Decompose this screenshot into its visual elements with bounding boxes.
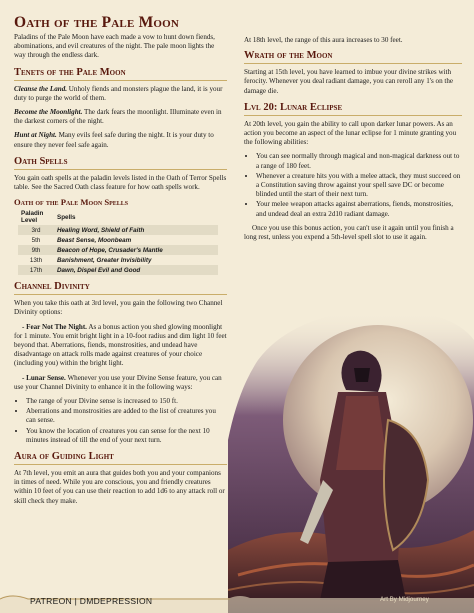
tenet-hunt: [14, 131, 227, 149]
spells-table-title: Oath of the Pale Moon Spells: [14, 197, 129, 208]
eclipse-heading: Lvl 20: Lunar Eclipse: [244, 102, 462, 116]
aura-range-paragraph: At 18th level, the range of this aura increases to 30 feet.: [244, 36, 403, 44]
table-row: [18, 265, 218, 275]
level-cell: 13th: [29, 256, 43, 264]
channel-divinity-heading: Channel Divinity: [14, 281, 227, 295]
right-column: [244, 36, 462, 247]
feature-text: Whenever you use your Divine Sense feature, you can use your Channel Divinity to enhance it in the following ways:: [14, 373, 222, 391]
feature-name: - Fear Not The Night.: [22, 322, 87, 331]
tenet-moonlight: [14, 108, 227, 126]
tenet-text: Unholy fiends and monsters plague the land, it is your duty to purge the world of them.: [14, 84, 223, 102]
list-item: • Your melee weapon attacks against aberrations, fiends, monstrosities, and undead deal an extra 2d10 radiant damage.: [256, 200, 462, 218]
col-header-spells: Spells: [57, 213, 76, 221]
feature-text: As a bonus action you shed glowing moonlight for 1 minute. You emit bright light in a 10-foot radius and dim light 10 feet beyond that. Aberrations, fiends, monstrosities, and undead have disadvantage on attack rolls made against creatures of your choice (including you) within the bright light.: [14, 322, 227, 368]
table-row: [18, 225, 218, 235]
lunar-sense: [14, 374, 227, 392]
level-cell: 3rd: [18, 225, 54, 235]
spells-cell: Banishment, Greater Invisibility: [57, 256, 152, 264]
oath-spells-heading: Oath Spells: [14, 156, 227, 170]
level-cell: 17th: [18, 265, 54, 275]
wrath-paragraph: Starting at 15th level, you have learned to imbue your divine strikes with ferocity. Whenever you deal radiant damage, you can reroll any 1's on the damage die.: [244, 68, 454, 95]
tenet-name: Become the Moonlight.: [14, 108, 83, 117]
intro-paragraph: Paladins of the Pale Moon have each made a vow to hunt down fiends, abominations, and evil creatures of the night. The pale moon lights the way through the endless dark.: [14, 33, 215, 60]
tenets-heading: Tenets of the Pale Moon: [14, 67, 227, 81]
fear-not-the-night: [14, 323, 227, 369]
spells-cell: Beast Sense, Moonbeam: [57, 236, 132, 244]
footer-text: PATREON | DMDEPRESSION: [30, 596, 153, 606]
eclipse-list: [244, 152, 462, 218]
spells-cell: Beacon of Hope, Crusader's Mantle: [54, 245, 218, 255]
table-row: [18, 245, 218, 255]
wrath-heading: Wrath of the Moon: [244, 50, 462, 64]
list-item: • Aberrations and monstrosities are added to the list of creatures you can sense.: [26, 407, 227, 425]
eclipse-outro: Once you use this bonus action, you can't use it again until you finish a long rest, unless you expend a 5th-level spell slot to use it again.: [244, 223, 454, 242]
tenet-text: The dark fears the moonlight. Illuminate even in the darkest corners of the night.: [14, 108, 222, 126]
spells-cell: Healing Word, Shield of Faith: [54, 225, 218, 235]
list-item: • You know the location of creatures you can sense for the next 10 minutes instead of till the end of your next turn.: [26, 427, 227, 445]
spells-table: [18, 209, 218, 275]
list-item: • You can see normally through magical and non-magical darkness out to a range of 180 feet.: [256, 152, 462, 170]
tenet-cleanse: [14, 85, 227, 103]
page-footer: [0, 590, 474, 613]
level-cell: 5th: [31, 236, 41, 244]
oath-spells-paragraph: You gain oath spells at the paladin levels listed in the Oath of Terror Spells table. See the Sacred Oath class feature for how oath spells work.: [14, 173, 227, 192]
aura-paragraph: At 7th level, you emit an aura that guides both you and your companions in times of need. While you are conscious, you and friendly creatures within 10 feet of you can use their reaction to add 1d6 to any attack roll or skill check they make.: [14, 469, 225, 505]
list-item: • The range of your Divine sense is increased to 150 ft.: [26, 397, 227, 406]
art-credit: Art By Midjourney: [380, 596, 429, 603]
list-item: • Whenever a creature hits you with a melee attack, they must succeed on a Constitution saving throw against your spell save DC or become blinded until the start of their next turn.: [256, 172, 462, 200]
col-header-level: Paladin Level: [21, 210, 44, 225]
level-cell: 9th: [18, 245, 54, 255]
channel-intro: When you take this oath at 3rd level, you gain the following two Channel Divinity options:: [14, 299, 223, 317]
page-title: Oath of the Pale Moon: [14, 14, 180, 31]
tenet-text: Many evils feel safe during the night. It is your duty to ensure they never feel safe again.: [14, 131, 214, 149]
aura-heading: Aura of Guiding Light: [14, 451, 227, 465]
spells-cell: Dawn, Dispel Evil and Good: [54, 265, 218, 275]
lunar-sense-list: [14, 397, 227, 445]
feature-name: - Lunar Sense.: [22, 373, 66, 382]
table-row: [18, 255, 218, 265]
eclipse-intro: At 20th level, you gain the ability to call upon darker lunar powers. As an action you become an aspect of the lunar eclipse for 1 minute granting you the following abilities:: [244, 119, 457, 147]
left-column: [14, 14, 227, 511]
tenet-name: Hunt at Night.: [14, 131, 57, 140]
paladin-illustration: [228, 300, 474, 613]
tenet-name: Cleanse the Land.: [14, 84, 68, 93]
table-row: [18, 235, 218, 245]
